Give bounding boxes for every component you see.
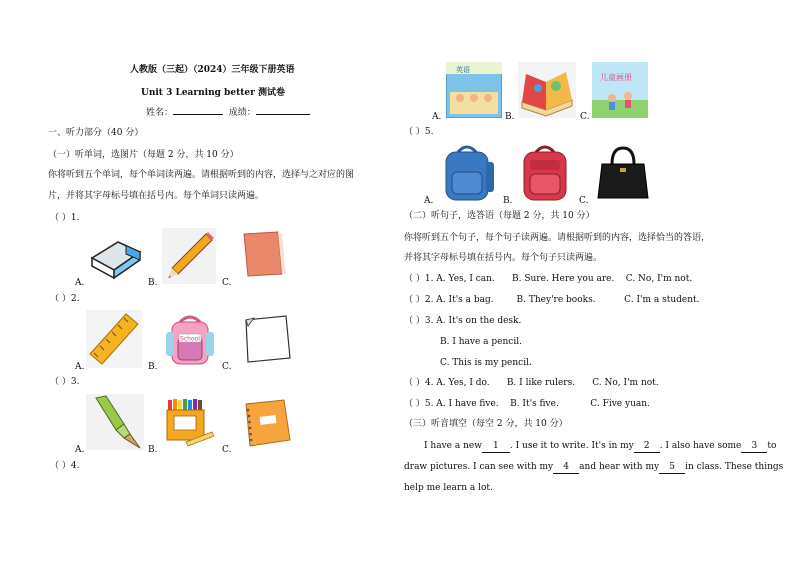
- option-c[interactable]: C.: [222, 278, 232, 288]
- fill-text: . I use it to write. It's in my: [509, 441, 634, 451]
- part2-title: （二）听句子，选答语（每题 2 分，共 10 分）: [404, 211, 595, 221]
- ruler-icon: [86, 310, 142, 368]
- notebook-icon: [238, 396, 296, 450]
- question-5[interactable]: （ ）5.: [404, 127, 434, 137]
- fill-text: draw pictures. I can see with my: [404, 462, 554, 472]
- blank-5[interactable]: 5: [659, 461, 685, 474]
- question-1[interactable]: （ ）1.: [50, 213, 80, 223]
- sentence-question-3-option-c[interactable]: C. This is my pencil.: [440, 358, 532, 368]
- storybook-icon: [518, 62, 576, 118]
- score-blank[interactable]: [256, 114, 310, 115]
- option-b[interactable]: B.: [148, 445, 158, 455]
- sentence-question-1[interactable]: （ ）1. A. Yes, I can. B. Sure. Here you are. C. No, I'm not.: [404, 274, 693, 284]
- blank-4[interactable]: 4: [553, 461, 579, 474]
- option-c[interactable]: C.: [222, 445, 232, 455]
- option-b[interactable]: B.: [148, 278, 158, 288]
- sentence-question-5[interactable]: （ ）5. A. I have five. B. It's five. C. Five yuan.: [404, 399, 650, 409]
- part2-instruction: 你将听到五个句子，每个句子读两遍。请根据听到的内容，选择恰当的答语，: [404, 233, 711, 243]
- fountain-pen-icon: [86, 394, 144, 450]
- page-subtitle: Unit 3 Learning better 测试卷: [141, 88, 285, 98]
- picture-book-icon: [592, 62, 648, 118]
- sentence-question-2[interactable]: （ ）2. A. It's a bag. B. They're books. C. I'm a student.: [404, 295, 700, 305]
- part1-instruction: 片，并将其字母标号填在括号内。每个单词只读两遍。: [48, 191, 265, 201]
- fill-line-1: [424, 440, 776, 453]
- option-c[interactable]: C.: [579, 196, 589, 206]
- sentence-question-3-option-b[interactable]: B. I have a pencil.: [440, 337, 522, 347]
- fill-text: . I also have some: [659, 441, 742, 451]
- part2-instruction: 并将其字母标号填在括号内。每个句子只读两遍。: [404, 253, 603, 263]
- page-title: 人教版（三起）（2024）三年级下册英语: [130, 65, 295, 75]
- fill-text: to: [767, 441, 777, 451]
- handbag-icon: [594, 144, 652, 202]
- crayons-icon: [164, 396, 218, 450]
- option-b[interactable]: B.: [503, 196, 513, 206]
- paper-icon: [238, 312, 294, 366]
- blank-3[interactable]: 3: [741, 440, 767, 453]
- option-b[interactable]: B.: [148, 362, 158, 372]
- red-backpack-icon: [516, 142, 574, 204]
- blank-2[interactable]: 2: [634, 440, 660, 453]
- name-label: 姓名：: [146, 108, 174, 118]
- sentence-question-3[interactable]: （ ）3. A. It's on the desk.: [404, 316, 522, 326]
- name-score-line: [146, 107, 310, 119]
- fill-text: in class. These things: [685, 462, 784, 472]
- fill-text: and hear with my: [579, 462, 660, 472]
- blank-1[interactable]: 1: [482, 440, 510, 453]
- blue-backpack-icon: [438, 142, 496, 204]
- part1-title: （一）听单词，选图片（每题 2 分，共 10 分）: [48, 150, 239, 160]
- picture-book-text: 儿童画册: [600, 73, 632, 82]
- svg-text:School: School: [180, 335, 200, 343]
- part1-instruction: 你将听到五个单词，每个单词读两遍。请根据听到的内容，选择与之对应的图: [48, 170, 355, 180]
- fill-line-2: [404, 461, 783, 474]
- eraser-icon: [88, 228, 144, 280]
- option-a[interactable]: A.: [75, 278, 85, 288]
- option-c[interactable]: C.: [222, 362, 232, 372]
- question-4[interactable]: （ ）4.: [50, 461, 80, 471]
- question-3[interactable]: （ ）3.: [50, 377, 80, 387]
- option-a[interactable]: A.: [432, 112, 442, 122]
- option-b[interactable]: B.: [505, 112, 515, 122]
- part3-title: （三）听音填空（每空 2 分，共 10 分）: [404, 419, 568, 429]
- sentence-question-4[interactable]: （ ）4. A. Yes, I do. B. I like rulers. C. No, I'm not.: [404, 378, 659, 388]
- score-label: 成绩：: [228, 108, 256, 118]
- question-2[interactable]: （ ）2.: [50, 294, 80, 304]
- book-icon: [238, 230, 288, 280]
- option-a[interactable]: A.: [75, 445, 85, 455]
- pencil-icon: [162, 228, 216, 284]
- schoolbag-icon: [164, 312, 216, 368]
- name-blank[interactable]: [173, 114, 223, 115]
- option-a[interactable]: A.: [424, 196, 434, 206]
- english-book-icon: [446, 62, 502, 118]
- fill-line-3: help me learn a lot.: [404, 483, 493, 493]
- fill-text: I have a new: [424, 441, 482, 451]
- option-c[interactable]: C.: [580, 112, 590, 122]
- section-listening: 一、听力部分（40 分）: [48, 128, 144, 138]
- book-cover-text: 英语: [456, 66, 470, 74]
- option-a[interactable]: A.: [75, 362, 85, 372]
